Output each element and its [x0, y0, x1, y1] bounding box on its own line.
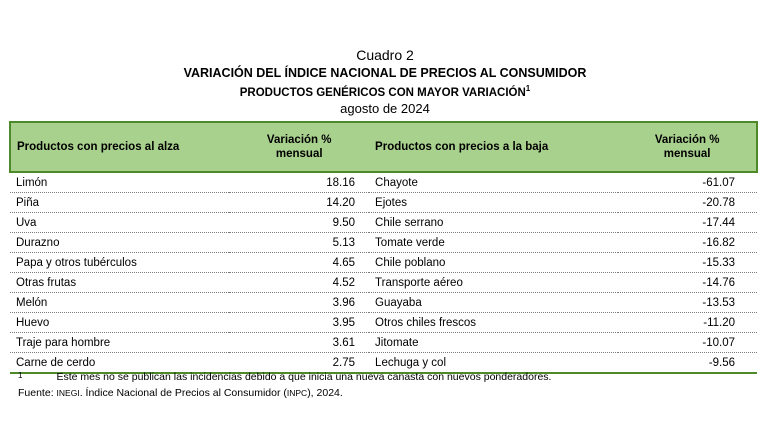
- header-products-up: Productos con precios al alza: [10, 122, 229, 172]
- source-abbr: INPC: [286, 388, 308, 398]
- footnote: [18, 371, 551, 383]
- product-down: Chayote: [369, 172, 618, 193]
- variation-down: -20.78: [618, 193, 757, 213]
- product-up: Traje para hombre: [10, 333, 229, 353]
- product-down: Ejotes: [369, 193, 618, 213]
- source-line: [18, 387, 343, 399]
- product-down: Lechuga y col: [369, 353, 618, 374]
- variation-up: 5.13: [229, 233, 369, 253]
- variation-down: -9.56: [618, 353, 757, 374]
- source-label: Fuente:: [18, 387, 54, 399]
- table-row: [10, 172, 757, 193]
- subtitle-text: PRODUCTOS GENÉRICOS CON MAYOR VARIACIÓN: [239, 86, 526, 99]
- table-row: [10, 293, 757, 313]
- variation-down: -13.53: [618, 293, 757, 313]
- product-down: Guayaba: [369, 293, 618, 313]
- product-up: Durazno: [10, 233, 229, 253]
- variation-up: 4.52: [229, 273, 369, 293]
- price-variation-table: [9, 121, 758, 374]
- table-row: [10, 313, 757, 333]
- product-up: Carne de cerdo: [10, 353, 229, 374]
- source-text: . Índice Nacional de Precios al Consumidor (: [79, 387, 287, 399]
- variation-down: -16.82: [618, 233, 757, 253]
- product-down: Chile serrano: [369, 213, 618, 233]
- variation-up: 3.96: [229, 293, 369, 313]
- product-down: Otros chiles frescos: [369, 313, 618, 333]
- table-subtitle: [0, 84, 770, 99]
- header-variation-up-line2: mensual: [275, 148, 323, 160]
- variation-down: -15.33: [618, 253, 757, 273]
- header-products-down: Productos con precios a la baja: [369, 122, 618, 172]
- table-row: [10, 253, 757, 273]
- product-up: Huevo: [10, 313, 229, 333]
- product-up: Limón: [10, 172, 229, 193]
- variation-down: -17.44: [618, 213, 757, 233]
- table-header-row: [10, 122, 757, 172]
- product-up: Otras frutas: [10, 273, 229, 293]
- header-variation-up-line1: Variación %: [266, 134, 332, 146]
- source-end: ), 2024.: [307, 387, 343, 399]
- source-org: INEGI: [56, 388, 80, 398]
- table-row: [10, 193, 757, 213]
- product-down: Chile poblano: [369, 253, 618, 273]
- variation-down: -11.20: [618, 313, 757, 333]
- footnote-marker: 1: [525, 84, 531, 93]
- variation-up: 2.75: [229, 353, 369, 374]
- variation-down: -61.07: [618, 172, 757, 193]
- variation-down: -14.76: [618, 273, 757, 293]
- product-up: Piña: [10, 193, 229, 213]
- variation-up: 3.61: [229, 333, 369, 353]
- variation-up: 3.95: [229, 313, 369, 333]
- footnote-number: 1: [18, 371, 23, 380]
- table-row: [10, 333, 757, 353]
- table-title: VARIACIÓN DEL ÍNDICE NACIONAL DE PRECIOS AL CONSUMIDOR: [183, 66, 587, 80]
- table-period: agosto de 2024: [340, 101, 430, 116]
- header-variation-down-line2: mensual: [663, 148, 711, 160]
- header-variation-down: [618, 122, 757, 172]
- product-up: Melón: [10, 293, 229, 313]
- product-down: Transporte aéreo: [369, 273, 618, 293]
- table-row: [10, 213, 757, 233]
- table-row: [10, 273, 757, 293]
- variation-down: -10.07: [618, 333, 757, 353]
- product-up: Papa y otros tubérculos: [10, 253, 229, 273]
- footnote-text: Este mes no se publican las incidencias debido a que inicia una nueva canasta con nuevos ponderadores.: [56, 371, 552, 383]
- variation-up: 9.50: [229, 213, 369, 233]
- product-down: Tomate verde: [369, 233, 618, 253]
- variation-up: 18.16: [229, 172, 369, 193]
- variation-up: 4.65: [229, 253, 369, 273]
- table-number: Cuadro 2: [356, 47, 414, 63]
- table-row: [10, 233, 757, 253]
- table-row: [10, 353, 757, 374]
- variation-up: 14.20: [229, 193, 369, 213]
- product-up: Uva: [10, 213, 229, 233]
- header-variation-down-line1: Variación %: [654, 134, 720, 146]
- header-variation-up: [229, 122, 369, 172]
- product-down: Jitomate: [369, 333, 618, 353]
